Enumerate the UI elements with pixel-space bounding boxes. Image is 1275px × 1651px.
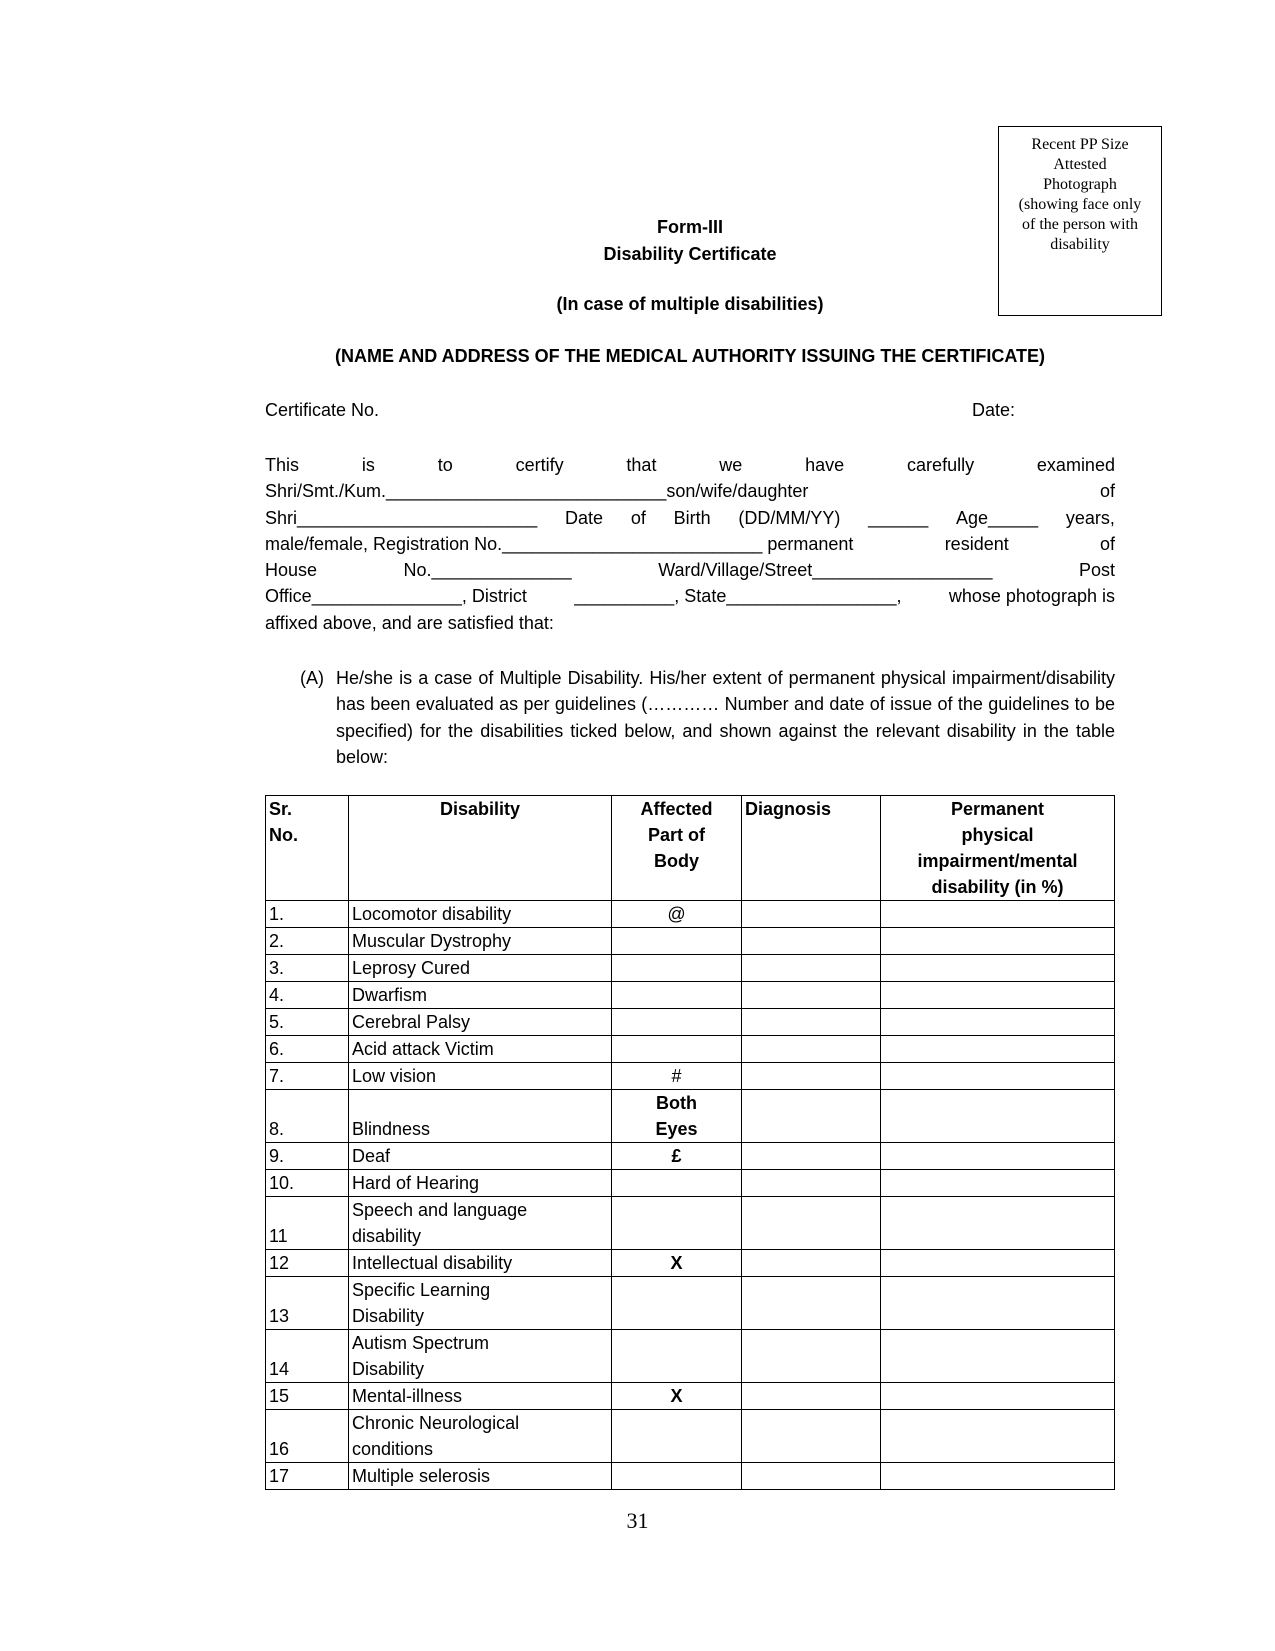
table-row (266, 1063, 1115, 1090)
dob-blank-field[interactable]: ______ (868, 507, 929, 528)
cell-permanent-impairment[interactable] (881, 1250, 1115, 1277)
word: certify (515, 455, 564, 475)
header-text: Sr. (269, 799, 293, 819)
disability-name-line: disability (352, 1226, 422, 1246)
table-body (266, 901, 1115, 1490)
cell-disability (349, 955, 612, 982)
cell-disability (349, 1063, 612, 1090)
cell-diagnosis[interactable] (742, 1197, 881, 1250)
disability-name-line: Cerebral Palsy (352, 1012, 471, 1032)
cell-affected-part[interactable]: X (612, 1250, 742, 1277)
cell-affected-part[interactable]: @ (612, 901, 742, 928)
header-text: disability (in %) (931, 877, 1064, 897)
disability-name-line: Muscular Dystrophy (352, 931, 512, 951)
word: This (265, 455, 300, 475)
cell-sr-no: 4. (266, 982, 349, 1009)
paragraph-line (265, 531, 1115, 557)
cell-sr-no: 5. (266, 1009, 349, 1036)
cell-disability (349, 1277, 612, 1330)
cell-diagnosis[interactable] (742, 1036, 881, 1063)
table-row (266, 928, 1115, 955)
cell-diagnosis[interactable] (742, 1170, 881, 1197)
table-row (266, 1463, 1115, 1490)
post-office-district-blank-field[interactable]: Office_______________, District (265, 586, 527, 607)
word: to (437, 455, 453, 475)
cell-diagnosis[interactable] (742, 1330, 881, 1383)
cell-affected-part[interactable]: X (612, 1383, 742, 1410)
clause-text: He/she is a case of Multiple Disability. His/her extent of permanent physical impairment/disability has been evaluated as per guidelines (………… Number and date of issue of the guidelines to be specified) for the disabilities ticked below, and shown against the relevant disability in the table below: (336, 668, 1115, 767)
disability-name-line: Acid attack Victim (352, 1039, 494, 1059)
cell-affected-part[interactable] (612, 982, 742, 1009)
cell-sr-no: 13 (266, 1277, 349, 1330)
cell-diagnosis[interactable] (742, 1090, 881, 1143)
cell-diagnosis[interactable] (742, 1410, 881, 1463)
cell-diagnosis[interactable] (742, 928, 881, 955)
parent-name-blank-field[interactable]: Shri________________________ (265, 507, 538, 528)
cell-disability (349, 1410, 612, 1463)
table-row (266, 955, 1115, 982)
cell-diagnosis[interactable] (742, 901, 881, 928)
disability-name-line: Dwarfism (352, 985, 427, 1005)
disability-name-line: Speech and language (352, 1200, 528, 1220)
state-blank-field[interactable]: __________, State_________________, (574, 586, 902, 607)
header-text: No. (269, 825, 298, 845)
cell-diagnosis[interactable] (742, 955, 881, 982)
disability-name-line: conditions (352, 1439, 434, 1459)
header-text: Disability (439, 799, 521, 819)
table-row (266, 1090, 1115, 1143)
photo-box-line: (showing face only (1018, 196, 1142, 213)
table-row (266, 1383, 1115, 1410)
cell-disability (349, 1250, 612, 1277)
header-diagnosis (742, 796, 881, 901)
header-permanent-impairment (881, 796, 1115, 901)
cell-sr-no: 3. (266, 955, 349, 982)
photo-box-line: of the person with (1022, 216, 1138, 233)
table-row (266, 1197, 1115, 1250)
table-row (266, 1330, 1115, 1383)
disability-name-line: Chronic Neurological (352, 1413, 520, 1433)
table-row (266, 1410, 1115, 1463)
cell-sr-no: 8. (266, 1090, 349, 1143)
cell-disability (349, 901, 612, 928)
cell-diagnosis[interactable] (742, 1463, 881, 1490)
cell-affected-part[interactable] (612, 1197, 742, 1250)
cell-diagnosis[interactable] (742, 982, 881, 1009)
cell-disability (349, 1009, 612, 1036)
cell-affected-part[interactable] (612, 1009, 742, 1036)
table-header-row (266, 796, 1115, 901)
cell-permanent-impairment[interactable] (881, 982, 1115, 1009)
header-text: Part of (647, 825, 705, 845)
cell-affected-part[interactable] (612, 928, 742, 955)
cell-permanent-impairment[interactable] (881, 1143, 1115, 1170)
form-number: Form-III (657, 217, 723, 237)
table-row (266, 1250, 1115, 1277)
cell-disability (349, 1036, 612, 1063)
date-label: Date: (972, 400, 1016, 420)
cell-diagnosis[interactable] (742, 1277, 881, 1330)
table-row (266, 982, 1115, 1009)
disability-name-line: Multiple selerosis (352, 1466, 491, 1486)
cell-sr-no: 1. (266, 901, 349, 928)
cell-sr-no: 6. (266, 1036, 349, 1063)
word: Birth (673, 507, 711, 528)
cell-diagnosis[interactable] (742, 1143, 881, 1170)
disability-table (265, 795, 1115, 1490)
cell-affected-part[interactable] (612, 955, 742, 982)
table-row (266, 1277, 1115, 1330)
cell-disability (349, 1170, 612, 1197)
cell-permanent-impairment[interactable] (881, 1170, 1115, 1197)
cell-sr-no: 12 (266, 1250, 349, 1277)
header-text: Diagnosis (745, 799, 832, 819)
cell-permanent-impairment[interactable] (881, 928, 1115, 955)
disability-name-line: Locomotor disability (352, 904, 512, 924)
paragraph-line (265, 583, 1115, 609)
word: have (805, 455, 845, 475)
cell-affected-part[interactable] (612, 1170, 742, 1197)
name-blank-field[interactable]: Shri/Smt./Kum.____________________________son/wife/daughter (265, 481, 809, 502)
disability-name-line: Specific Learning (352, 1280, 491, 1300)
cell-sr-no: 11 (266, 1197, 349, 1250)
registration-no-blank-field[interactable]: male/female, Registration No.__________________________ permanent (265, 533, 854, 554)
disability-name-line: Mental-illness (352, 1386, 463, 1406)
cell-disability (349, 1463, 612, 1490)
cell-disability (349, 1330, 612, 1383)
cell-permanent-impairment[interactable] (881, 1090, 1115, 1143)
clause-a (300, 665, 1115, 770)
photo-box-line: disability (1050, 236, 1110, 253)
word: we (719, 455, 743, 475)
cell-disability (349, 1090, 612, 1143)
cell-permanent-impairment[interactable] (881, 1330, 1115, 1383)
cell-sr-no: 9. (266, 1143, 349, 1170)
header-affected-part (612, 796, 742, 901)
word: years, (1065, 507, 1115, 528)
disability-name-line: Disability (352, 1306, 425, 1326)
cell-affected-part[interactable]: # (612, 1063, 742, 1090)
cell-sr-no: 2. (266, 928, 349, 955)
cell-permanent-impairment[interactable] (881, 1009, 1115, 1036)
paragraph-line (265, 505, 1115, 531)
header-disability (349, 796, 612, 901)
cell-sr-no: 10. (266, 1170, 349, 1197)
cell-permanent-impairment[interactable] (881, 1277, 1115, 1330)
house-no-blank-field[interactable]: No.______________ (403, 560, 572, 581)
form-subtitle: (In case of multiple disabilities) (556, 294, 824, 314)
cell-sr-no: 15 (266, 1383, 349, 1410)
cell-affected-part[interactable] (612, 1330, 742, 1383)
word: Post (1078, 560, 1115, 581)
cell-disability (349, 1143, 612, 1170)
cell-permanent-impairment[interactable] (881, 1410, 1115, 1463)
cell-disability (349, 1197, 612, 1250)
cell-affected-part[interactable] (612, 1277, 742, 1330)
age-blank-field[interactable]: Age_____ (956, 507, 1039, 528)
photo-box-line: Recent PP Size (1031, 136, 1129, 153)
paragraph-line (265, 452, 1115, 478)
photograph-placeholder-box (998, 126, 1162, 316)
cell-sr-no: 17 (266, 1463, 349, 1490)
table-row (266, 1009, 1115, 1036)
disability-name-line: Leprosy Cured (352, 958, 471, 978)
photo-box-line: Attested (1053, 156, 1107, 173)
header-sr-no (266, 796, 349, 901)
header-text: impairment/mental (917, 851, 1078, 871)
cell-permanent-impairment[interactable] (881, 1036, 1115, 1063)
word: (DD/MM/YY) (738, 507, 841, 528)
cell-affected-part[interactable] (612, 1036, 742, 1063)
paragraph-line (265, 478, 1115, 504)
cell-diagnosis[interactable] (742, 1063, 881, 1090)
disability-name-line: Intellectual disability (352, 1253, 513, 1273)
table-row (266, 1170, 1115, 1197)
disability-name-line: Disability (352, 1359, 425, 1379)
street-blank-field[interactable]: Ward/Village/Street__________________ (658, 560, 993, 581)
photo-box-line: Photograph (1043, 176, 1117, 193)
certificate-no-label: Certificate No. (265, 400, 380, 420)
word: carefully (907, 455, 975, 475)
cell-sr-no: 16 (266, 1410, 349, 1463)
table-row (266, 1036, 1115, 1063)
certification-paragraph (265, 452, 1115, 636)
cell-disability (349, 982, 612, 1009)
word: examined (1036, 455, 1115, 475)
disability-name-line: Autism Spectrum (352, 1333, 490, 1353)
header-text: Affected (640, 799, 713, 819)
disability-name-line: Blindness (352, 1119, 431, 1139)
header-text: Permanent (950, 799, 1045, 819)
cell-permanent-impairment[interactable] (881, 1383, 1115, 1410)
cell-permanent-impairment[interactable] (881, 1463, 1115, 1490)
word: resident (944, 533, 1009, 554)
disability-name-line: Deaf (352, 1146, 391, 1166)
cell-diagnosis[interactable] (742, 1250, 881, 1277)
cell-affected-part[interactable]: £ (612, 1143, 742, 1170)
issuing-authority-heading: (NAME AND ADDRESS OF THE MEDICAL AUTHORITY ISSUING THE CERTIFICATE) (334, 346, 1045, 366)
paragraph-line (265, 557, 1115, 583)
cell-sr-no: 14 (266, 1330, 349, 1383)
cell-permanent-impairment[interactable] (881, 901, 1115, 928)
header-text: Body (654, 851, 699, 871)
cell-disability (349, 1383, 612, 1410)
form-title: Disability Certificate (603, 244, 777, 264)
word: of (1099, 533, 1115, 554)
page-number: 31 (626, 1508, 649, 1533)
table-row (266, 1143, 1115, 1170)
disability-name-line: Hard of Hearing (352, 1173, 480, 1193)
header-text: physical (961, 825, 1034, 845)
word: House (265, 560, 318, 581)
clause-marker: (A) (300, 668, 324, 688)
word: that (626, 455, 657, 475)
word: of (630, 507, 646, 528)
disability-name-line: Low vision (352, 1066, 437, 1086)
word: is (361, 455, 375, 475)
cell-affected-part[interactable] (612, 1463, 742, 1490)
cell-sr-no: 7. (266, 1063, 349, 1090)
word: of (1099, 481, 1115, 502)
word: Date (565, 507, 604, 528)
table-row (266, 901, 1115, 928)
cell-diagnosis[interactable] (742, 1009, 881, 1036)
word: whose photograph is (948, 586, 1115, 607)
form-title-block (490, 214, 890, 268)
cell-permanent-impairment[interactable] (881, 1197, 1115, 1250)
cell-diagnosis[interactable] (742, 1383, 881, 1410)
cell-affected-part[interactable]: Both Eyes (612, 1090, 742, 1143)
cell-permanent-impairment[interactable] (881, 1063, 1115, 1090)
cell-affected-part[interactable] (612, 1410, 742, 1463)
cell-disability (349, 928, 612, 955)
cell-permanent-impairment[interactable] (881, 955, 1115, 982)
paragraph-line: affixed above, and are satisfied that: (265, 612, 554, 633)
